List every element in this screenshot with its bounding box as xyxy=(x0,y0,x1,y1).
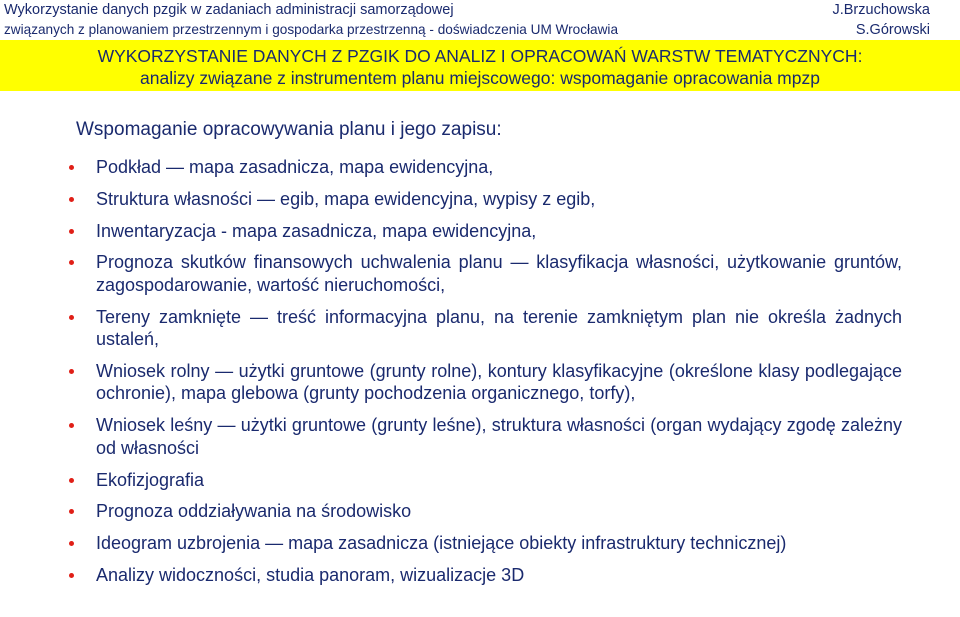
bullet-icon xyxy=(69,509,74,514)
list-item: Struktura własności — egib, mapa ewidencyjna, wypisy z egib, xyxy=(96,188,902,211)
bullet-icon xyxy=(69,260,74,265)
author-2: S.Górowski xyxy=(855,22,930,38)
list-item: Wniosek leśny — użytki gruntowe (grunty leśne), struktura własności (organ wydający zgodę zależny od własności xyxy=(96,414,902,459)
list-item: Ideogram uzbrojenia — mapa zasadnicza (istniejące obiekty infrastruktury technicznej) xyxy=(96,532,902,555)
list-item: Wniosek rolny — użytki gruntowe (grunty rolne), kontury klasyfikacyjne (określone klasy podlegające ochronie), mapa glebowa (grunty pochodzenia organicznego, torfy), xyxy=(96,360,902,405)
list-item: Ekofizjografia xyxy=(96,469,902,492)
slide-header xyxy=(0,0,960,40)
bullet-icon xyxy=(69,478,74,483)
bullet-icon xyxy=(69,369,74,374)
list-item: Analizy widoczności, studia panoram, wizualizacje 3D xyxy=(96,564,902,587)
bullet-icon xyxy=(69,573,74,578)
bullet-icon xyxy=(69,423,74,428)
list-item: Inwentaryzacja - mapa zasadnicza, mapa ewidencyjna, xyxy=(96,220,902,243)
bullet-icon xyxy=(69,541,74,546)
title-banner xyxy=(0,40,960,91)
list-item: Podkład — mapa zasadnicza, mapa ewidencyjna, xyxy=(96,156,902,179)
bullet-icon xyxy=(69,315,74,320)
banner-title: WYKORZYSTANIE DANYCH Z PZGIK DO ANALIZ I OPRACOWAŃ WARSTW TEMATYCZNYCH: xyxy=(97,46,863,66)
banner-subtitle: analizy związane z instrumentem planu miejscowego: wspomaganie opracowania mpzp xyxy=(140,68,820,88)
list-item: Prognoza oddziaływania na środowisko xyxy=(96,500,902,523)
section-heading: Wspomaganie opracowywania planu i jego zapisu: xyxy=(76,119,502,140)
list-item: Prognoza skutków finansowych uchwalenia planu — klasyfikacja własności, użytkowanie gruntów, zagospodarowanie, wartość nieruchomości, xyxy=(96,251,902,296)
bullet-icon xyxy=(69,229,74,234)
header-line-2: związanych z planowaniem przestrzennym i gospodarka przestrzenną - doświadczenia UM Wrocławia xyxy=(4,22,619,37)
header-line-1: Wykorzystanie danych pzgik w zadaniach administracji samorządowej xyxy=(4,2,454,18)
bullet-icon xyxy=(69,197,74,202)
list-item: Tereny zamknięte — treść informacyjna planu, na terenie zamkniętym plan nie określa żadnych ustaleń, xyxy=(96,306,902,351)
bullet-list xyxy=(96,156,902,596)
author-1: J.Brzuchowska xyxy=(832,2,930,18)
bullet-icon xyxy=(69,165,74,170)
